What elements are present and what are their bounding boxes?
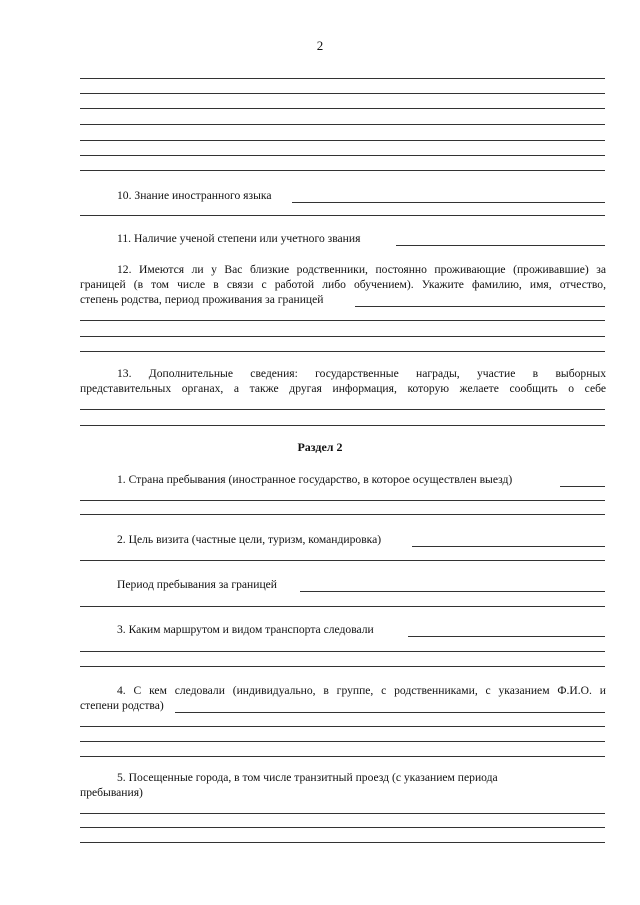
page-number: 2 <box>316 38 324 53</box>
answer-line[interactable] <box>80 666 605 667</box>
answer-line <box>80 78 605 79</box>
answer-line[interactable] <box>80 425 605 426</box>
answer-line[interactable] <box>80 514 605 515</box>
question-10-answer-line[interactable] <box>292 202 605 203</box>
answer-line[interactable] <box>80 215 605 216</box>
answer-line <box>80 124 605 125</box>
s2-question-4-line-2: степени родства) <box>80 699 164 712</box>
question-12-line-3: степень родства, период проживания за границей <box>80 293 324 306</box>
answer-line[interactable] <box>80 336 605 337</box>
s2-question-2-answer-line[interactable] <box>412 546 605 547</box>
answer-line[interactable] <box>80 726 605 727</box>
question-12-answer-line[interactable] <box>355 306 605 307</box>
answer-line[interactable] <box>80 651 605 652</box>
s2-question-2-label: 2. Цель визита (частные цели, туризм, командировка) <box>117 533 382 546</box>
s2-question-4-line-1: 4. С кем следовали (индивидуально, в группе, с родственниками, с указанием Ф.И.О. и <box>117 684 606 697</box>
s2-question-5-line-2: пребывания) <box>80 786 143 799</box>
section-2-title: Раздел 2 <box>297 440 343 454</box>
question-10-label: 10. Знание иностранного языка <box>117 189 272 202</box>
answer-line[interactable] <box>80 320 605 321</box>
s2-question-3-label: 3. Каким маршрутом и видом транспорта следовали <box>117 623 374 636</box>
s2-question-1-answer-line[interactable] <box>560 486 605 487</box>
answer-line <box>80 140 605 141</box>
answer-line[interactable] <box>80 606 605 607</box>
answer-line[interactable] <box>80 351 605 352</box>
answer-line[interactable] <box>80 842 605 843</box>
stay-period-label: Период пребывания за границей <box>117 578 278 591</box>
question-13-line-2: представительных органах, а также другая информация, которую желаете сообщить о себе <box>80 382 606 395</box>
answer-line[interactable] <box>80 560 605 561</box>
answer-line <box>80 170 605 171</box>
answer-line <box>80 93 605 94</box>
question-11-answer-line[interactable] <box>396 245 605 246</box>
s2-question-1-label: 1. Страна пребывания (иностранное государство, в которое осуществлен выезд) <box>117 473 513 486</box>
answer-line <box>80 108 605 109</box>
question-13-line-1: 13. Дополнительные сведения: государственные награды, участие в выборных <box>117 367 606 380</box>
s2-question-3-answer-line[interactable] <box>408 636 605 637</box>
s2-question-5-line-1: 5. Посещенные города, в том числе транзитный проезд (с указанием периода <box>117 771 498 784</box>
question-11-label: 11. Наличие ученой степени или учетного звания <box>117 232 361 245</box>
s2-question-4-answer-line[interactable] <box>175 712 605 713</box>
answer-line[interactable] <box>80 741 605 742</box>
stay-period-answer-line[interactable] <box>300 591 605 592</box>
answer-line[interactable] <box>80 756 605 757</box>
answer-line[interactable] <box>80 827 605 828</box>
answer-line[interactable] <box>80 500 605 501</box>
question-12-line-2: границей (в том числе в связи с работой либо обучением). Укажите фамилию, имя, отчество, <box>80 278 606 291</box>
answer-line[interactable] <box>80 409 605 410</box>
question-12-line-1: 12. Имеются ли у Вас близкие родственники, постоянно проживающие (проживавшие) за <box>117 263 606 276</box>
answer-line <box>80 155 605 156</box>
answer-line[interactable] <box>80 813 605 814</box>
